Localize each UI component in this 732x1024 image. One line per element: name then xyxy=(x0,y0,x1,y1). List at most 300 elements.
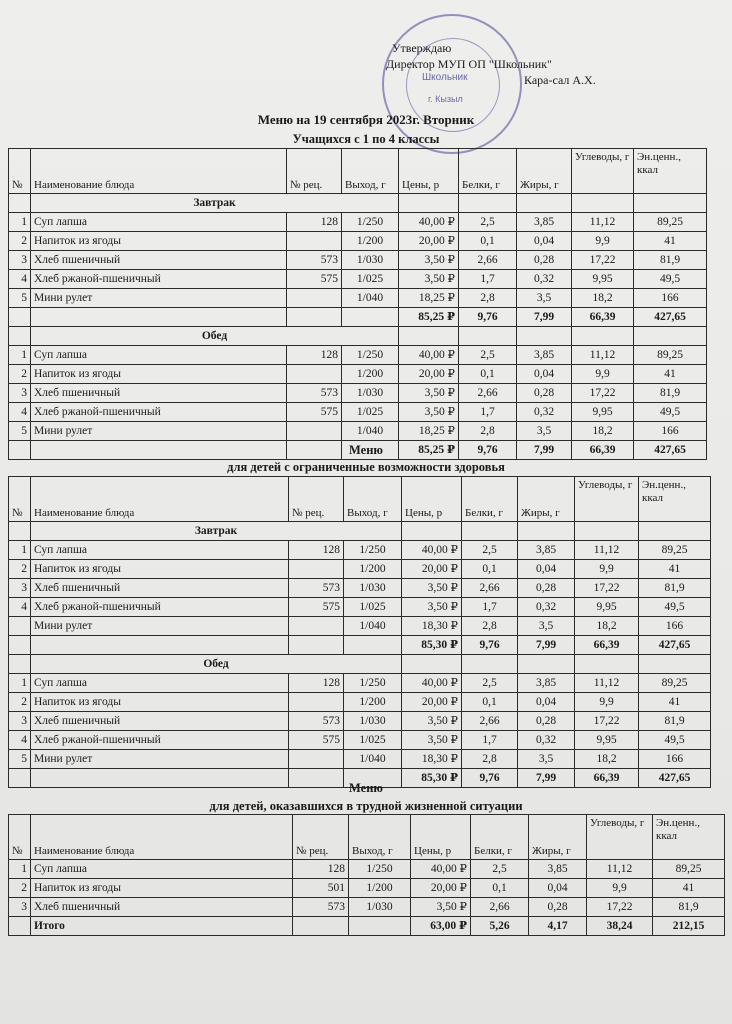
row-number: 3 xyxy=(9,579,31,598)
price: 40,00 ₽ xyxy=(402,541,462,560)
row-number: 4 xyxy=(9,403,31,422)
portion-output: 1/250 xyxy=(344,674,402,693)
price: 3,50 ₽ xyxy=(399,251,459,270)
proteins: 2,8 xyxy=(462,750,518,769)
total-fats: 7,99 xyxy=(517,308,572,327)
portion-output: 1/200 xyxy=(342,232,399,251)
price: 40,00 ₽ xyxy=(411,860,471,879)
total-carbohydrates: 38,24 xyxy=(587,917,653,936)
dish-name: Напиток из ягоды xyxy=(31,560,289,579)
recipe-number: 573 xyxy=(293,898,349,917)
price: 20,00 ₽ xyxy=(411,879,471,898)
price: 3,50 ₽ xyxy=(399,384,459,403)
dish-name: Хлеб ржаной-пшеничный xyxy=(31,598,289,617)
dish-name: Суп лапша xyxy=(31,541,289,560)
fats: 0,28 xyxy=(529,898,587,917)
total-price: 63,00 ₽ xyxy=(411,917,471,936)
empty-cell xyxy=(517,194,572,213)
energy-value: 81,9 xyxy=(653,898,725,917)
fats: 0,28 xyxy=(518,579,575,598)
table-row xyxy=(9,232,707,251)
fats: 0,28 xyxy=(518,712,575,731)
carbohydrates: 9,95 xyxy=(572,403,634,422)
approval-block xyxy=(386,40,596,88)
recipe-number: 575 xyxy=(289,731,344,750)
total-proteins: 9,76 xyxy=(462,636,518,655)
table-row xyxy=(9,693,711,712)
recipe-number xyxy=(289,750,344,769)
column-header: Наименование блюда xyxy=(31,815,293,860)
empty-cell xyxy=(572,327,634,346)
column-header: Выход, г xyxy=(342,149,399,194)
total-carbohydrates: 66,39 xyxy=(572,441,634,460)
empty-cell xyxy=(349,917,411,936)
portion-output: 1/025 xyxy=(342,270,399,289)
table-row xyxy=(9,898,725,917)
portion-output: 1/200 xyxy=(342,365,399,384)
price: 3,50 ₽ xyxy=(402,712,462,731)
fats: 3,5 xyxy=(517,422,572,441)
row-number: 2 xyxy=(9,232,31,251)
carbohydrates: 17,22 xyxy=(575,579,639,598)
dish-name: Суп лапша xyxy=(31,346,287,365)
proteins: 2,8 xyxy=(459,422,517,441)
fats: 3,5 xyxy=(518,750,575,769)
section3-subtitle: для детей, оказавшихся в трудной жизненной ситуации xyxy=(209,799,523,813)
empty-cell xyxy=(9,522,31,541)
price: 20,00 ₽ xyxy=(402,693,462,712)
meal-section-row xyxy=(9,522,711,541)
proteins: 1,7 xyxy=(462,598,518,617)
stamp-city: г. Кызыл xyxy=(428,94,463,104)
carbohydrates: 11,12 xyxy=(572,346,634,365)
carbohydrates: 18,2 xyxy=(572,422,634,441)
empty-cell xyxy=(459,194,517,213)
table-row xyxy=(9,270,707,289)
price: 40,00 ₽ xyxy=(399,346,459,365)
empty-cell xyxy=(9,636,31,655)
portion-output: 1/250 xyxy=(349,860,411,879)
dish-name: Хлеб пшеничный xyxy=(31,384,287,403)
table-row xyxy=(9,731,711,750)
fats: 0,04 xyxy=(517,365,572,384)
empty-cell xyxy=(342,308,399,327)
column-header: № рец. xyxy=(289,477,344,522)
empty-cell xyxy=(517,327,572,346)
table-body xyxy=(9,522,711,788)
empty-cell xyxy=(402,522,462,541)
row-number: 2 xyxy=(9,365,31,384)
price: 18,30 ₽ xyxy=(402,617,462,636)
column-header: Наименование блюда xyxy=(31,149,287,194)
dish-name: Хлеб пшеничный xyxy=(31,251,287,270)
table-header xyxy=(9,149,707,194)
fats: 0,04 xyxy=(518,693,575,712)
energy-value: 41 xyxy=(653,879,725,898)
column-header: Эн.ценн., ккал xyxy=(653,815,725,860)
carbohydrates: 17,22 xyxy=(572,384,634,403)
recipe-number: 128 xyxy=(293,860,349,879)
empty-cell xyxy=(9,917,31,936)
column-header: Белки, г xyxy=(459,149,517,194)
column-header: Углеводы, г xyxy=(572,149,634,194)
column-header: Белки, г xyxy=(462,477,518,522)
portion-output: 1/250 xyxy=(342,346,399,365)
empty-cell xyxy=(575,522,639,541)
dish-name: Мини рулет xyxy=(31,750,289,769)
proteins: 1,7 xyxy=(462,731,518,750)
table-row xyxy=(9,598,711,617)
dish-name: Напиток из ягоды xyxy=(31,232,287,251)
fats: 3,85 xyxy=(518,674,575,693)
column-header: Цены, р xyxy=(402,477,462,522)
portion-output: 1/030 xyxy=(342,384,399,403)
carbohydrates: 18,2 xyxy=(575,750,639,769)
total-proteins: 9,76 xyxy=(459,308,517,327)
portion-output: 1/025 xyxy=(342,403,399,422)
total-label: Итого xyxy=(31,917,293,936)
empty-cell xyxy=(639,655,711,674)
carbohydrates: 9,95 xyxy=(575,731,639,750)
header-row xyxy=(9,815,725,860)
total-carbohydrates: 66,39 xyxy=(575,769,639,788)
portion-output: 1/200 xyxy=(344,693,402,712)
energy-value: 89,25 xyxy=(639,674,711,693)
energy-value: 89,25 xyxy=(634,213,707,232)
total-label xyxy=(31,308,287,327)
total-row xyxy=(9,636,711,655)
dish-name: Мини рулет xyxy=(31,289,287,308)
row-number: 4 xyxy=(9,270,31,289)
meal-section-row xyxy=(9,194,707,213)
column-header: Выход, г xyxy=(344,477,402,522)
dish-name: Хлеб пшеничный xyxy=(31,712,289,731)
fats: 3,85 xyxy=(517,346,572,365)
total-carbohydrates: 66,39 xyxy=(572,308,634,327)
energy-value: 166 xyxy=(639,617,711,636)
column-header: Эн.ценн., ккал xyxy=(634,149,707,194)
total-energy: 427,65 xyxy=(639,769,711,788)
fats: 0,04 xyxy=(529,879,587,898)
energy-value: 41 xyxy=(639,693,711,712)
empty-cell xyxy=(9,327,31,346)
energy-value: 41 xyxy=(634,365,707,384)
carbohydrates: 9,9 xyxy=(572,232,634,251)
carbohydrates: 17,22 xyxy=(572,251,634,270)
carbohydrates: 11,12 xyxy=(572,213,634,232)
total-carbohydrates: 66,39 xyxy=(575,636,639,655)
empty-cell xyxy=(462,655,518,674)
header-row xyxy=(9,149,707,194)
price: 3,50 ₽ xyxy=(402,598,462,617)
dish-name: Хлеб пшеничный xyxy=(31,579,289,598)
column-header: № рец. xyxy=(287,149,342,194)
recipe-number: 575 xyxy=(289,598,344,617)
dish-name: Хлеб ржаной-пшеничный xyxy=(31,270,287,289)
recipe-number xyxy=(289,693,344,712)
price: 3,50 ₽ xyxy=(399,270,459,289)
total-proteins: 9,76 xyxy=(462,769,518,788)
energy-value: 49,5 xyxy=(634,270,707,289)
recipe-number xyxy=(287,289,342,308)
proteins: 2,66 xyxy=(459,384,517,403)
carbohydrates: 9,95 xyxy=(575,598,639,617)
row-number: 3 xyxy=(9,898,31,917)
price: 3,50 ₽ xyxy=(411,898,471,917)
proteins: 2,66 xyxy=(462,579,518,598)
energy-value: 49,5 xyxy=(639,598,711,617)
dish-name: Суп лапша xyxy=(31,213,287,232)
total-energy: 427,65 xyxy=(634,441,707,460)
dish-name: Мини рулет xyxy=(31,617,289,636)
column-header: Выход, г xyxy=(349,815,411,860)
total-price: 85,25 ₽ xyxy=(399,441,459,460)
energy-value: 81,9 xyxy=(639,579,711,598)
price: 18,25 ₽ xyxy=(399,422,459,441)
proteins: 2,5 xyxy=(462,541,518,560)
proteins: 0,1 xyxy=(459,232,517,251)
table-row xyxy=(9,213,707,232)
row-number: 5 xyxy=(9,750,31,769)
total-fats: 4,17 xyxy=(529,917,587,936)
total-fats: 7,99 xyxy=(518,769,575,788)
meal-name: Обед xyxy=(31,655,402,674)
dish-name: Напиток из ягоды xyxy=(31,693,289,712)
total-row xyxy=(9,917,725,936)
price: 40,00 ₽ xyxy=(402,674,462,693)
proteins: 0,1 xyxy=(459,365,517,384)
total-proteins: 5,26 xyxy=(471,917,529,936)
dish-name: Напиток из ягоды xyxy=(31,365,287,384)
fats: 0,32 xyxy=(518,731,575,750)
recipe-number: 575 xyxy=(287,403,342,422)
portion-output: 1/250 xyxy=(344,541,402,560)
portion-output: 1/200 xyxy=(349,879,411,898)
carbohydrates: 11,12 xyxy=(587,860,653,879)
table-row xyxy=(9,750,711,769)
meal-name: Обед xyxy=(31,327,399,346)
dish-name: Напиток из ягоды xyxy=(31,879,293,898)
price: 40,00 ₽ xyxy=(399,213,459,232)
portion-output: 1/040 xyxy=(344,617,402,636)
recipe-number xyxy=(287,365,342,384)
column-header: Жиры, г xyxy=(518,477,575,522)
column-header: Цены, р xyxy=(411,815,471,860)
empty-cell xyxy=(518,522,575,541)
energy-value: 49,5 xyxy=(634,403,707,422)
portion-output: 1/025 xyxy=(344,731,402,750)
energy-value: 81,9 xyxy=(634,384,707,403)
table-header xyxy=(9,477,711,522)
energy-value: 166 xyxy=(634,422,707,441)
carbohydrates: 9,95 xyxy=(572,270,634,289)
table-row xyxy=(9,617,711,636)
table-row xyxy=(9,674,711,693)
portion-output: 1/030 xyxy=(344,712,402,731)
portion-output: 1/030 xyxy=(349,898,411,917)
proteins: 2,8 xyxy=(462,617,518,636)
empty-cell xyxy=(344,636,402,655)
table-row xyxy=(9,422,707,441)
carbohydrates: 11,12 xyxy=(575,541,639,560)
recipe-number: 573 xyxy=(287,384,342,403)
row-number xyxy=(9,617,31,636)
table-row xyxy=(9,251,707,270)
recipe-number: 128 xyxy=(289,541,344,560)
total-energy: 212,15 xyxy=(653,917,725,936)
carbohydrates: 17,22 xyxy=(587,898,653,917)
table-row xyxy=(9,365,707,384)
table-row xyxy=(9,384,707,403)
portion-output: 1/025 xyxy=(344,598,402,617)
recipe-number: 128 xyxy=(287,346,342,365)
recipe-number: 128 xyxy=(287,213,342,232)
row-number: 1 xyxy=(9,213,31,232)
row-number: 2 xyxy=(9,560,31,579)
empty-cell xyxy=(518,655,575,674)
portion-output: 1/040 xyxy=(342,422,399,441)
fats: 3,85 xyxy=(517,213,572,232)
recipe-number: 573 xyxy=(289,579,344,598)
dish-name: Суп лапша xyxy=(31,674,289,693)
menu-table-special-needs xyxy=(8,476,711,788)
table-row xyxy=(9,403,707,422)
row-number: 3 xyxy=(9,384,31,403)
dish-name: Хлеб ржаной-пшеничный xyxy=(31,403,287,422)
recipe-number: 575 xyxy=(287,270,342,289)
table-body xyxy=(9,860,725,936)
empty-cell xyxy=(462,522,518,541)
empty-cell xyxy=(634,327,707,346)
recipe-number: 501 xyxy=(293,879,349,898)
portion-output: 1/250 xyxy=(342,213,399,232)
section1-subtitle: Учащихся с 1 по 4 классы xyxy=(292,132,440,146)
header-row xyxy=(9,477,711,522)
page-title: Меню на 19 сентября 2023г. Вторник xyxy=(257,112,475,127)
meal-section-row xyxy=(9,327,707,346)
proteins: 2,66 xyxy=(462,712,518,731)
price: 3,50 ₽ xyxy=(402,579,462,598)
carbohydrates: 9,9 xyxy=(575,560,639,579)
fats: 3,85 xyxy=(518,541,575,560)
approval-signer: Кара-сал А.Х. xyxy=(524,73,596,87)
fats: 3,85 xyxy=(529,860,587,879)
column-header: Эн.ценн., ккал xyxy=(639,477,711,522)
recipe-number: 573 xyxy=(289,712,344,731)
approval-position: Директор МУП ОП "Школьник" xyxy=(386,57,552,71)
recipe-number xyxy=(287,422,342,441)
fats: 0,04 xyxy=(517,232,572,251)
empty-cell xyxy=(639,522,711,541)
empty-cell xyxy=(293,917,349,936)
price: 3,50 ₽ xyxy=(399,403,459,422)
price: 18,30 ₽ xyxy=(402,750,462,769)
column-header: Углеводы, г xyxy=(575,477,639,522)
row-number: 1 xyxy=(9,346,31,365)
dish-name: Суп лапша xyxy=(31,860,293,879)
meal-name: Завтрак xyxy=(31,522,402,541)
menu-table-hard-situation xyxy=(8,814,725,936)
empty-cell xyxy=(287,308,342,327)
approval-label: Утверждаю xyxy=(392,41,452,55)
proteins: 2,8 xyxy=(459,289,517,308)
fats: 0,28 xyxy=(517,384,572,403)
total-energy: 427,65 xyxy=(634,308,707,327)
column-header: Углеводы, г xyxy=(587,815,653,860)
proteins: 0,1 xyxy=(462,560,518,579)
table-row xyxy=(9,860,725,879)
column-header: № xyxy=(9,477,31,522)
proteins: 2,5 xyxy=(462,674,518,693)
column-header: № рец. xyxy=(293,815,349,860)
fats: 0,32 xyxy=(517,403,572,422)
section2-subtitle: для детей с ограниченные возможности здоровья xyxy=(227,460,505,474)
recipe-number xyxy=(289,560,344,579)
carbohydrates: 18,2 xyxy=(572,289,634,308)
price: 3,50 ₽ xyxy=(402,731,462,750)
carbohydrates: 9,9 xyxy=(575,693,639,712)
row-number: 2 xyxy=(9,693,31,712)
recipe-number: 573 xyxy=(287,251,342,270)
energy-value: 166 xyxy=(634,289,707,308)
column-header: Цены, р xyxy=(399,149,459,194)
section2-heading: Меню xyxy=(349,443,383,457)
table-row xyxy=(9,346,707,365)
energy-value: 166 xyxy=(639,750,711,769)
row-number: 3 xyxy=(9,251,31,270)
empty-cell xyxy=(9,308,31,327)
table-header xyxy=(9,815,725,860)
empty-cell xyxy=(399,327,459,346)
portion-output: 1/040 xyxy=(342,289,399,308)
row-number: 5 xyxy=(9,289,31,308)
price: 18,25 ₽ xyxy=(399,289,459,308)
portion-output: 1/030 xyxy=(344,579,402,598)
energy-value: 81,9 xyxy=(634,251,707,270)
dish-name: Мини рулет xyxy=(31,422,287,441)
column-header: Наименование блюда xyxy=(31,477,289,522)
fats: 0,32 xyxy=(518,598,575,617)
table-row xyxy=(9,879,725,898)
table-row xyxy=(9,712,711,731)
proteins: 1,7 xyxy=(459,270,517,289)
recipe-number xyxy=(289,617,344,636)
portion-output: 1/030 xyxy=(342,251,399,270)
fats: 0,28 xyxy=(517,251,572,270)
total-proteins: 9,76 xyxy=(459,441,517,460)
fats: 3,5 xyxy=(517,289,572,308)
dish-name: Хлеб пшеничный xyxy=(31,898,293,917)
recipe-number: 128 xyxy=(289,674,344,693)
row-number: 4 xyxy=(9,731,31,750)
price: 20,00 ₽ xyxy=(399,365,459,384)
fats: 0,32 xyxy=(517,270,572,289)
proteins: 2,66 xyxy=(459,251,517,270)
proteins: 2,5 xyxy=(459,213,517,232)
fats: 0,04 xyxy=(518,560,575,579)
section3-heading: Меню xyxy=(349,781,383,795)
energy-value: 49,5 xyxy=(639,731,711,750)
carbohydrates: 17,22 xyxy=(575,712,639,731)
proteins: 2,5 xyxy=(459,346,517,365)
portion-output: 1/200 xyxy=(344,560,402,579)
column-header: № xyxy=(9,815,31,860)
meal-name: Завтрак xyxy=(31,194,399,213)
empty-cell xyxy=(289,636,344,655)
table-row xyxy=(9,579,711,598)
column-header: Белки, г xyxy=(471,815,529,860)
total-price: 85,30 ₽ xyxy=(402,636,462,655)
